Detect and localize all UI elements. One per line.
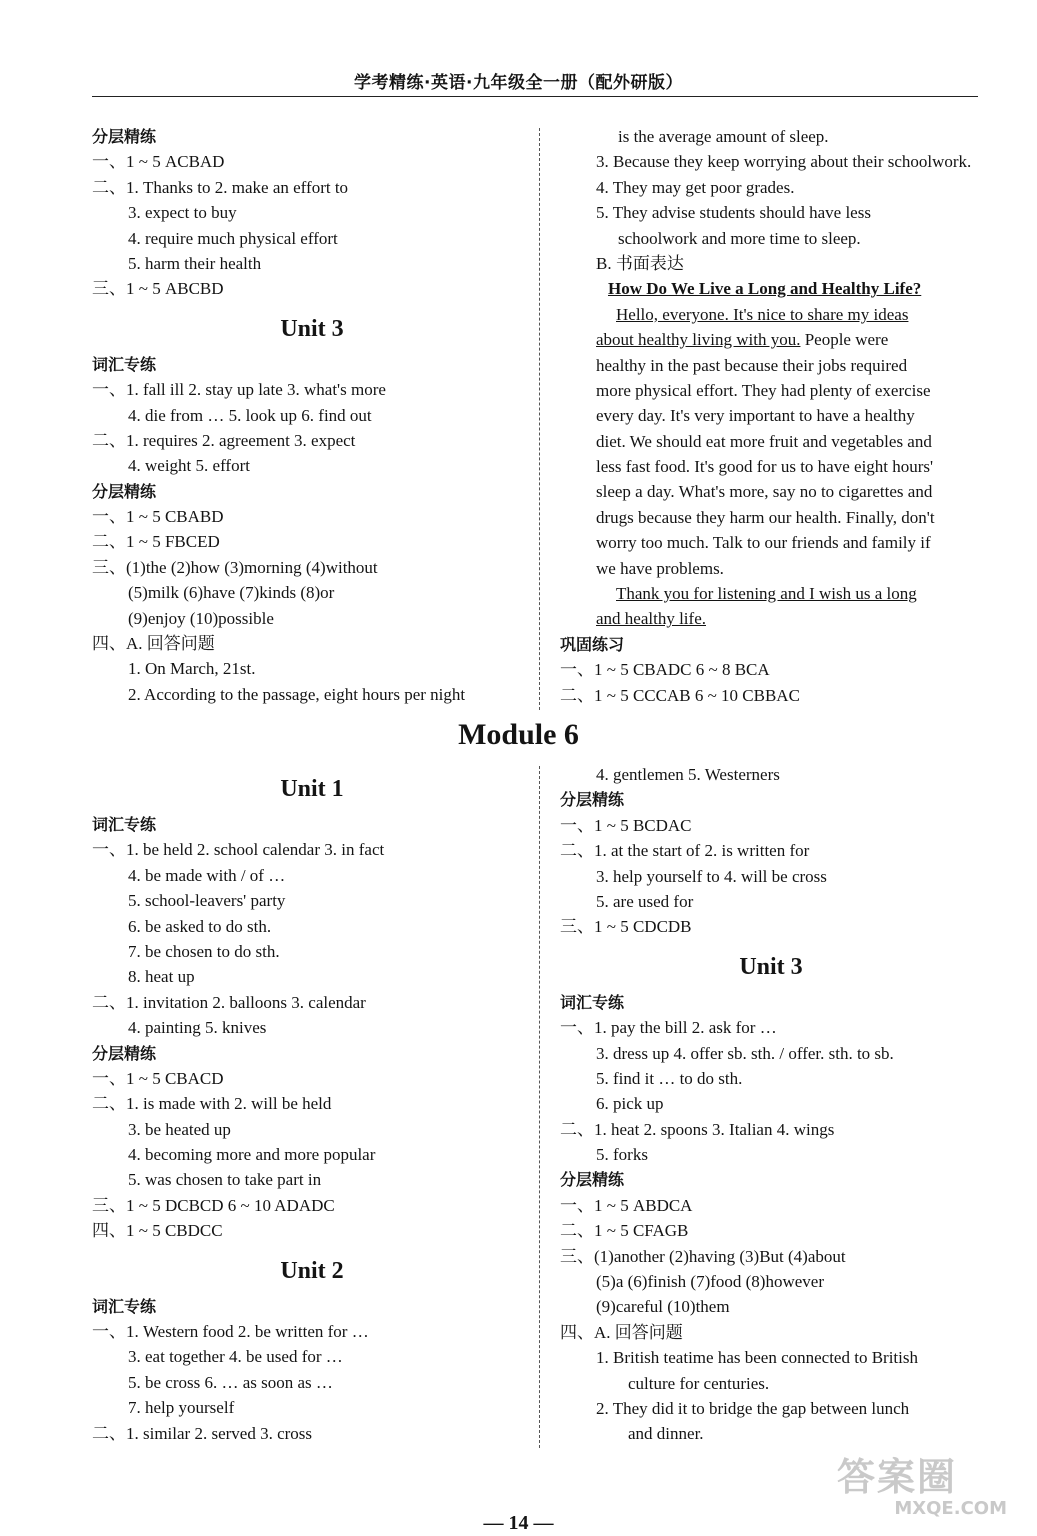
essay-line xyxy=(596,327,982,352)
answer-line: 一、1 ~ 5 ABDCA xyxy=(560,1195,693,1215)
answer-line: 三、1 ~ 5 CDCDB xyxy=(560,917,692,937)
answer-line: 3. eat together 4. be used for … xyxy=(128,1347,343,1367)
section-heading: 分层精练 xyxy=(560,790,625,810)
essay-line: and healthy life. xyxy=(596,609,706,629)
answer-line: 3. dress up 4. offer sb. sth. / offer. sth. to sb. xyxy=(596,1043,894,1063)
essay-line: more physical effort. They had plenty of exercise xyxy=(596,380,931,400)
answer-line: 一、1. Western food 2. be written for … xyxy=(92,1322,369,1342)
answer-line: (9)careful (10)them xyxy=(596,1297,730,1317)
essay-line: worry too much. Talk to our friends and family if xyxy=(596,533,931,553)
essay-line: drugs because they harm our health. Finally, don't xyxy=(596,507,935,527)
answer-line: 4. weight 5. effort xyxy=(128,456,250,476)
answer-line: 二、1. heat 2. spoons 3. Italian 4. wings xyxy=(560,1119,835,1139)
answer-line: 三、(1)the (2)how (3)morning (4)without xyxy=(92,557,378,577)
answer-line: 四、1 ~ 5 CBDCC xyxy=(92,1221,223,1241)
watermark-text: 答案圈 xyxy=(837,1455,958,1499)
answer-line: 一、1 ~ 5 CBABD xyxy=(92,507,224,527)
answer-line: 4. require much physical effort xyxy=(128,228,338,248)
answer-line: 二、1 ~ 5 FBCED xyxy=(92,532,220,552)
bottom-left-column xyxy=(92,762,532,1446)
essay-line: less fast food. It's good for us to have eight hours' xyxy=(596,457,934,477)
unit-heading: Unit 2 xyxy=(280,1257,344,1284)
essay-line: every day. It's very important to have a healthy xyxy=(596,406,915,426)
answer-line: 5. find it … to do sth. xyxy=(596,1068,743,1088)
section-heading: 分层精练 xyxy=(92,1043,157,1063)
unit-heading: Unit 3 xyxy=(280,315,344,342)
answer-line: 4. be made with / of … xyxy=(128,865,286,885)
section-heading: 词汇专练 xyxy=(92,1296,157,1316)
answer-line: 6. pick up xyxy=(596,1094,664,1114)
answer-line: 6. be asked to do sth. xyxy=(128,916,272,936)
column-divider xyxy=(539,766,540,1448)
answer-line: B. 书面表达 xyxy=(596,253,684,273)
answer-line: 二、1 ~ 5 CFAGB xyxy=(560,1221,689,1241)
answer-line: 三、1 ~ 5 DCBCD 6 ~ 10 ADADC xyxy=(92,1195,335,1215)
watermark-logo xyxy=(837,1456,1007,1526)
answer-line: 5. are used for xyxy=(596,891,694,911)
answer-line: 三、1 ~ 5 ABCBD xyxy=(92,279,224,299)
answer-line: (5)a (6)finish (7)food (8)however xyxy=(596,1272,824,1292)
section-heading: 词汇专练 xyxy=(92,815,157,834)
answer-line: 二、1. similar 2. served 3. cross xyxy=(92,1423,313,1443)
answer-line: 一、1 ~ 5 ACBAD xyxy=(92,152,225,172)
answer-line: (9)enjoy (10)possible xyxy=(128,608,274,628)
unit-heading: Unit 1 xyxy=(280,776,344,802)
answer-line: 7. be chosen to do sth. xyxy=(128,941,280,961)
essay-underlined-text: about healthy living with you. xyxy=(596,330,801,350)
answer-line: 二、1 ~ 5 CCCAB 6 ~ 10 CBBAC xyxy=(560,685,800,705)
answer-line: 8. heat up xyxy=(128,967,195,987)
header-rule xyxy=(92,96,978,97)
answer-line: 5. school-leavers' party xyxy=(128,891,286,911)
top-left-column xyxy=(92,124,532,707)
answer-line: 二、1. Thanks to 2. make an effort to xyxy=(92,177,349,197)
answer-line: is the average amount of sleep. xyxy=(618,127,829,146)
answer-line: 2. According to the passage, eight hours per night xyxy=(128,684,466,704)
essay-line: sleep a day. What's more, say no to cigarettes and xyxy=(596,482,933,502)
column-divider xyxy=(539,128,540,710)
answer-line: 4. die from … 5. look up 6. find out xyxy=(128,405,372,425)
answer-line: 5. be cross 6. … as soon as … xyxy=(128,1372,333,1392)
essay-line: diet. We should eat more fruit and vegetables and xyxy=(596,431,932,451)
section-heading: 分层精练 xyxy=(92,481,157,501)
essay-line: Thank you for listening and I wish us a long xyxy=(616,584,917,604)
top-right-column xyxy=(560,124,982,708)
answer-line: 二、1. at the start of 2. is written for xyxy=(560,841,810,861)
answer-line: culture for centuries. xyxy=(628,1373,770,1393)
answer-line: 5. was chosen to take part in xyxy=(128,1170,322,1190)
module-heading: Module 6 xyxy=(458,718,579,751)
answer-line: 3. help yourself to 4. will be cross xyxy=(596,866,827,886)
answer-line: 二、1. is made with 2. will be held xyxy=(92,1094,332,1114)
answer-line: 4. painting 5. knives xyxy=(128,1018,267,1038)
answer-line: 四、A. 回答问题 xyxy=(560,1322,683,1342)
answer-line: 一、1 ~ 5 CBACD xyxy=(92,1068,224,1088)
answer-line: 4. They may get poor grades. xyxy=(596,177,795,197)
section-heading: 巩固练习 xyxy=(560,634,625,654)
answer-line: 一、1. fall ill 2. stay up late 3. what's more xyxy=(92,380,386,400)
answer-line: schoolwork and more time to sleep. xyxy=(618,228,861,248)
answer-line: 5. harm their health xyxy=(128,253,262,273)
section-heading: 词汇专练 xyxy=(92,354,157,374)
answer-line: 3. be heated up xyxy=(128,1119,231,1139)
essay-text: People were xyxy=(800,330,889,350)
answer-line: 四、A. 回答问题 xyxy=(92,634,215,654)
answer-line: 2. They did it to bridge the gap between lunch xyxy=(596,1398,910,1418)
unit-heading: Unit 3 xyxy=(739,953,803,980)
essay-line: healthy in the past because their jobs required xyxy=(596,355,908,375)
answer-line: 1. British teatime has been connected to British xyxy=(596,1348,918,1368)
answer-line: 3. Because they keep worrying about their schoolwork. xyxy=(596,152,972,172)
answer-line: 5. They advise students should have less xyxy=(596,203,871,223)
bottom-right-column xyxy=(560,762,982,1447)
watermark-url: MXQE.COM xyxy=(894,1498,1007,1519)
answer-line: 二、1. invitation 2. balloons 3. calendar xyxy=(92,992,366,1012)
answer-line: 一、1 ~ 5 CBADC 6 ~ 8 BCA xyxy=(560,660,770,680)
page-number: — 14 — xyxy=(483,1512,554,1534)
essay-title: How Do We Live a Long and Healthy Life? xyxy=(608,279,922,299)
running-header: 学考精练·英语·九年级全一册（配外研版） xyxy=(354,73,683,93)
essay-line: Hello, everyone. It's nice to share my ideas xyxy=(616,304,909,324)
answer-line: 3. expect to buy xyxy=(128,203,237,223)
answer-line: 4. becoming more and more popular xyxy=(128,1145,376,1165)
answer-line: 5. forks xyxy=(596,1145,648,1165)
section-heading: 分层精练 xyxy=(560,1170,625,1190)
answer-line: and dinner. xyxy=(628,1424,704,1444)
section-heading: 分层精练 xyxy=(92,127,157,146)
essay-line: we have problems. xyxy=(596,558,724,578)
answer-line: 一、1. be held 2. school calendar 3. in fact xyxy=(92,840,385,860)
answer-line: 4. gentlemen 5. Westerners xyxy=(596,765,780,784)
answer-line: 二、1. requires 2. agreement 3. expect xyxy=(92,430,356,450)
section-heading: 词汇专练 xyxy=(560,992,625,1012)
answer-line: 三、(1)another (2)having (3)But (4)about xyxy=(560,1246,846,1266)
answer-line: 7. help yourself xyxy=(128,1398,235,1418)
answer-line: 一、1 ~ 5 BCDAC xyxy=(560,815,692,835)
answer-line: (5)milk (6)have (7)kinds (8)or xyxy=(128,583,335,603)
answer-line: 一、1. pay the bill 2. ask for … xyxy=(560,1018,777,1038)
answer-line: 1. On March, 21st. xyxy=(128,659,256,679)
